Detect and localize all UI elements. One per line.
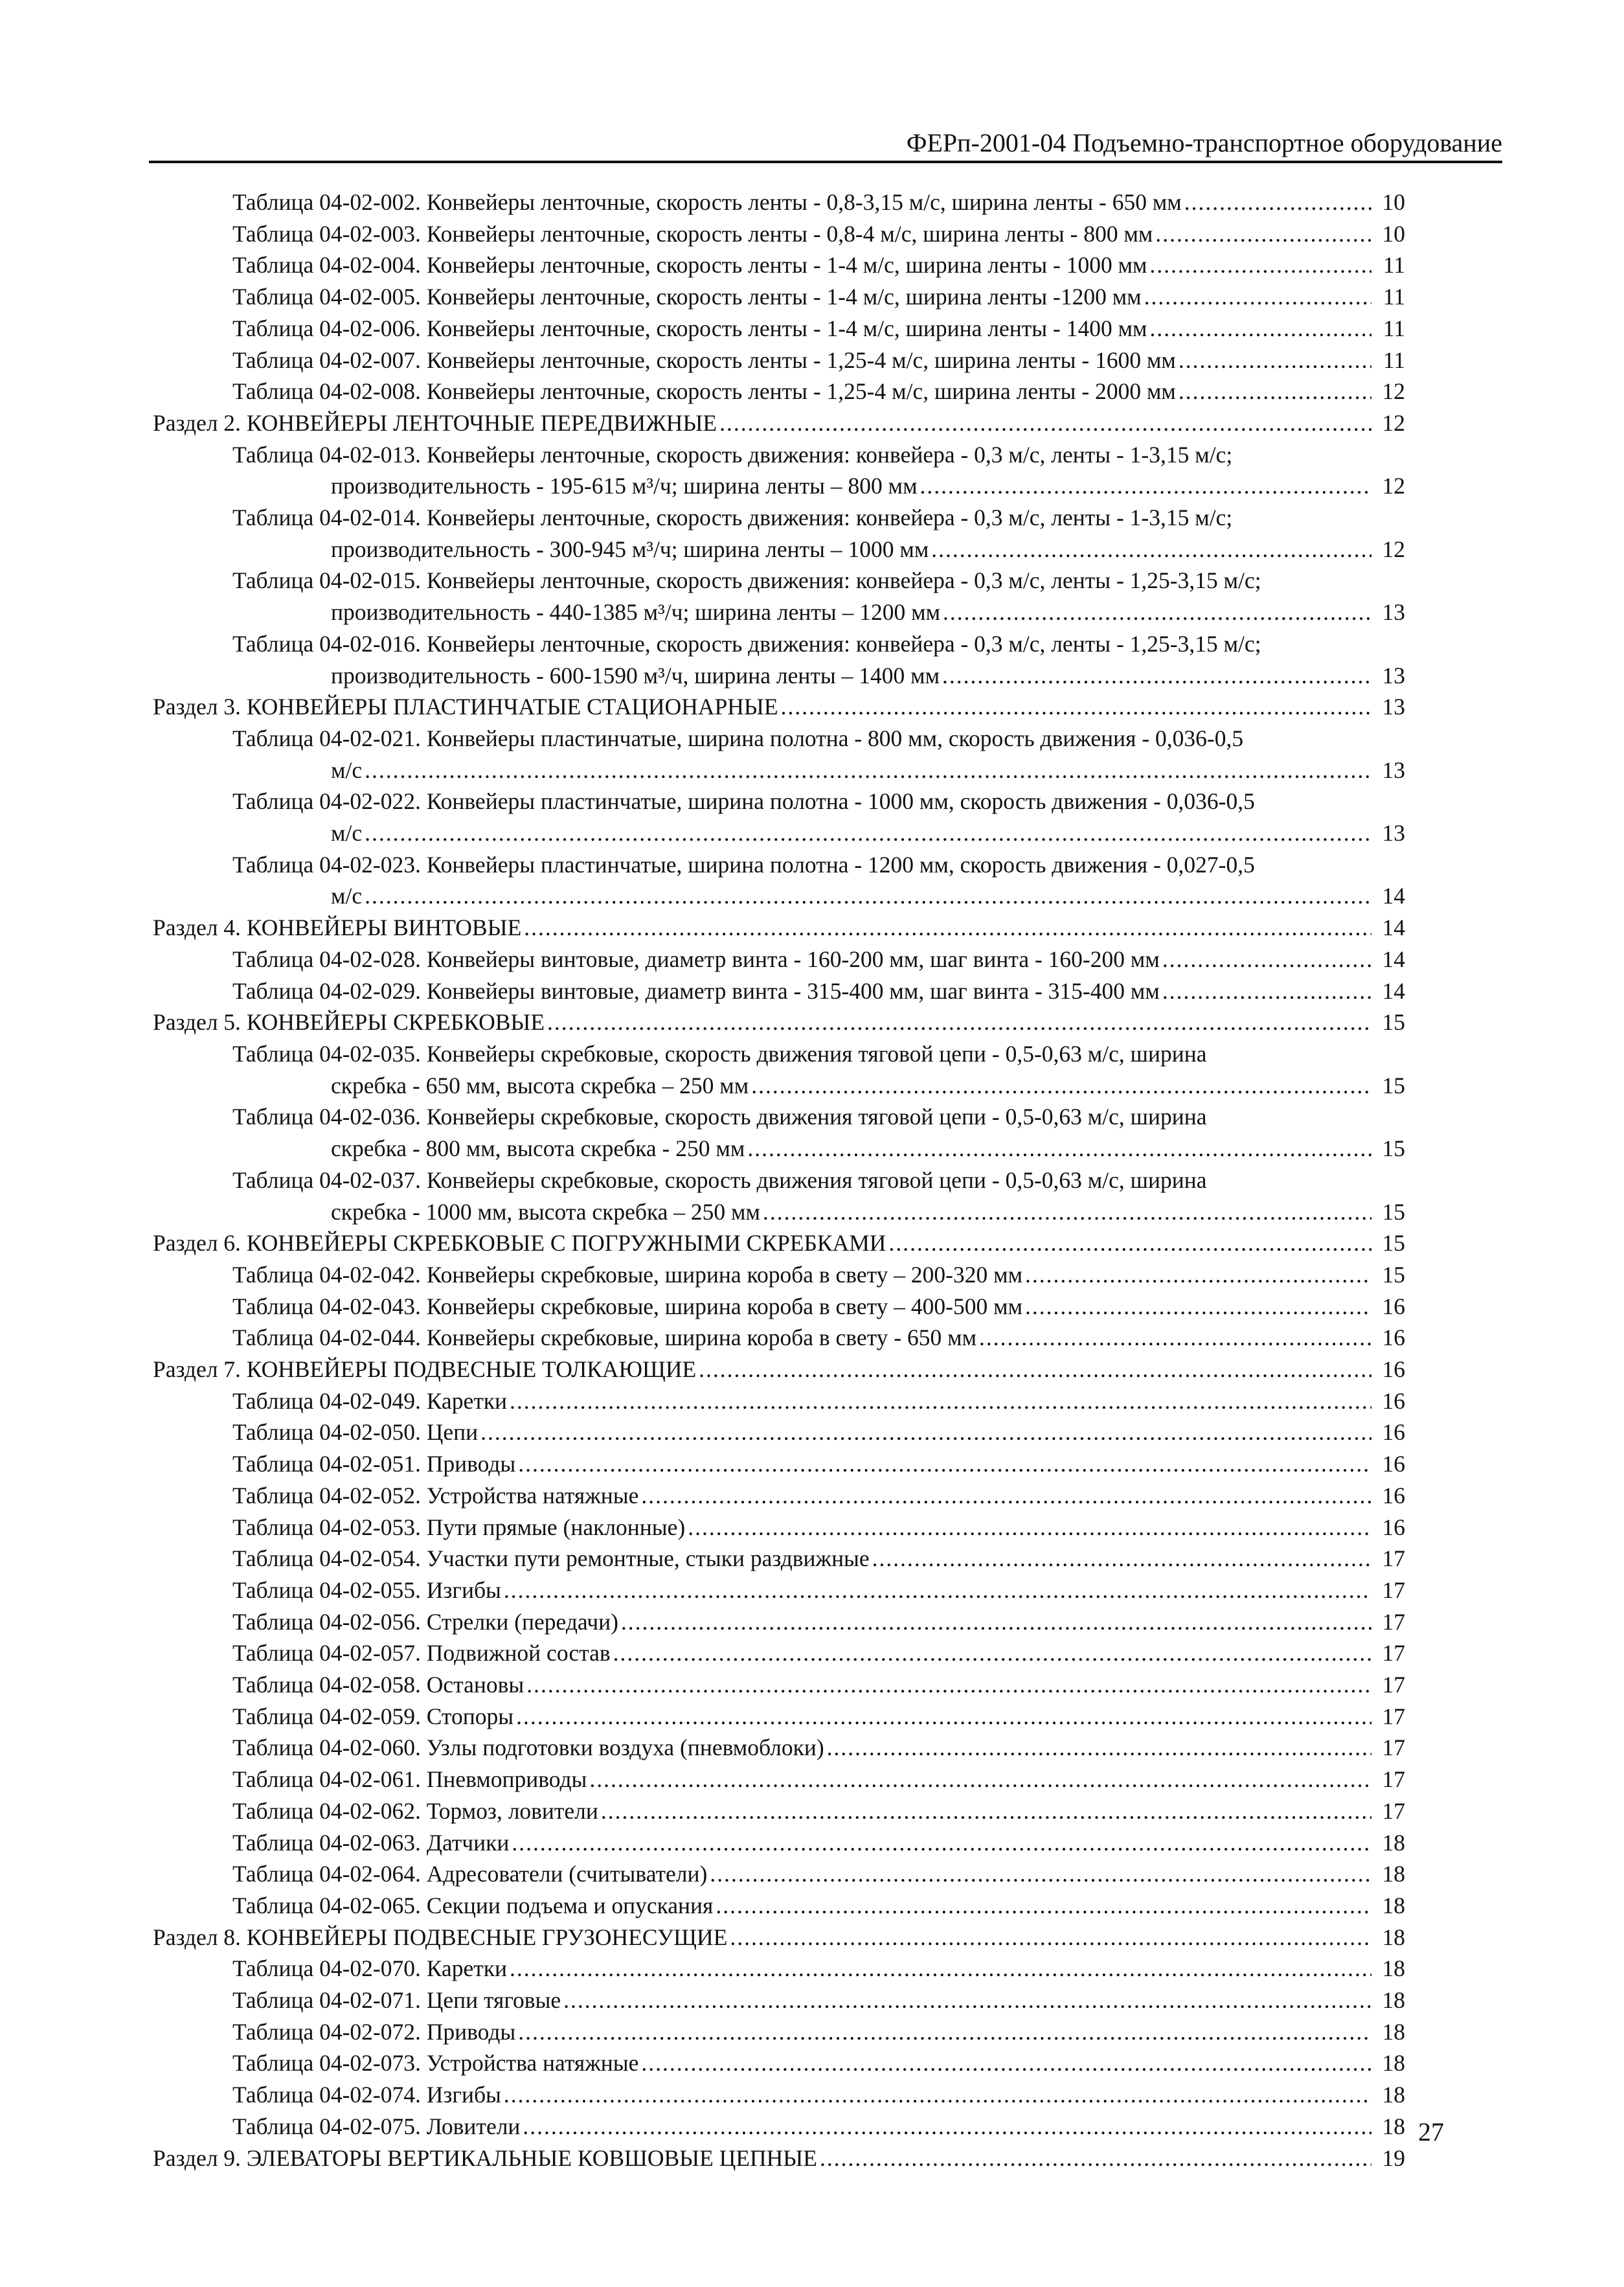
toc-entry-line: Таблица 04-02-023. Конвейеры пластинчатые, ширина полотна - 1200 мм, скорость движения - 0,027-0,5	[232, 851, 1255, 878]
toc-table-entry[interactable]	[232, 1038, 1405, 1101]
toc-entry-title: Раздел 4. КОНВЕЙЕРЫ ВИНТОВЫЕ	[153, 915, 522, 941]
dot-leader	[516, 1701, 1371, 1733]
dot-leader	[1162, 975, 1371, 1007]
dot-leader	[716, 1890, 1371, 1922]
toc-table-entry[interactable]	[232, 1512, 1405, 1543]
toc-page-number: 17	[1382, 1735, 1405, 1761]
dot-leader	[518, 2016, 1371, 2048]
dot-leader	[480, 1417, 1371, 1448]
dot-leader	[820, 2143, 1371, 2174]
toc-table-entry[interactable]	[232, 1259, 1405, 1291]
toc-table-entry[interactable]	[232, 1480, 1405, 1512]
dot-leader	[504, 1575, 1371, 1606]
toc-table-entry[interactable]	[232, 2079, 1405, 2111]
toc-entry-title: Таблица 04-02-002. Конвейеры ленточные, скорость ленты - 0,8-3,15 м/с, ширина ленты - 650 мм	[232, 189, 1182, 215]
toc-table-entry[interactable]	[232, 1385, 1405, 1417]
toc-page-number: 12	[1382, 378, 1405, 405]
toc-entry-title: производительность - 300-945 м³/ч; ширина ленты – 1000 мм	[331, 536, 929, 562]
dot-leader	[510, 1953, 1371, 1985]
toc-page-number: 16	[1382, 1482, 1405, 1508]
toc-page-number: 18	[1382, 1829, 1405, 1856]
toc-entry-line: Таблица 04-02-013. Конвейеры ленточные, скорость движения: конвейера - 0,3 м/с, ленты - 1-3,15 м/с;	[232, 441, 1233, 468]
toc-page-number: 10	[1382, 189, 1405, 215]
toc-entry-title: Таблица 04-02-070. Каретки	[232, 1955, 507, 1982]
dot-leader	[523, 2111, 1371, 2143]
dot-leader	[504, 2079, 1371, 2111]
toc-entry-title: производительность - 195-615 м³/ч; ширина ленты – 800 мм	[331, 473, 918, 499]
toc-page-number: 14	[1382, 883, 1405, 909]
toc-page-number: 13	[1382, 757, 1405, 783]
dot-leader	[641, 2047, 1371, 2079]
toc-entry-title: Раздел 9. ЭЛЕВАТОРЫ ВЕРТИКАЛЬНЫЕ КОВШОВЫЕ ЦЕПНЫЕ	[153, 2145, 817, 2171]
dot-leader	[751, 1070, 1371, 1102]
toc-section-entry[interactable]	[153, 407, 1405, 439]
dot-leader	[888, 1227, 1371, 1259]
dot-leader	[979, 1322, 1371, 1354]
dot-leader	[1144, 281, 1371, 313]
toc-table-entry[interactable]	[232, 1985, 1405, 2016]
dot-leader	[1184, 187, 1371, 218]
toc-page-number: 16	[1382, 1387, 1405, 1414]
toc-page-number: 18	[1382, 2018, 1405, 2045]
dot-leader	[621, 1606, 1371, 1638]
dot-leader	[1179, 376, 1371, 407]
toc-page-number: 17	[1382, 1576, 1405, 1603]
toc-page-number: 11	[1382, 347, 1405, 373]
toc-entry-line: Таблица 04-02-016. Конвейеры ленточные, скорость движения: конвейера - 0,3 м/с, ленты - 1,25-3,15 м/с;	[232, 630, 1261, 657]
toc-page-number: 15	[1382, 1135, 1405, 1162]
toc-section-entry[interactable]	[153, 1227, 1405, 1259]
toc-page-number: 19	[1382, 2145, 1405, 2171]
toc-entry-title: Таблица 04-02-071. Цепи тяговые	[232, 1987, 561, 2014]
toc-section-entry[interactable]	[153, 912, 1405, 944]
toc-entry-title: Таблица 04-02-055. Изгибы	[232, 1576, 501, 1603]
toc-entry-line: Таблица 04-02-037. Конвейеры скребковые, скорость движения тяговой цепи - 0,5-0,63 м/с, ширина	[232, 1166, 1207, 1193]
dot-leader	[1179, 345, 1371, 376]
toc-entry-title: Таблица 04-02-072. Приводы	[232, 2018, 516, 2045]
toc-entry-title: Таблица 04-02-029. Конвейеры винтовые, диаметр винта - 315-400 мм, шаг винта - 315-400 мм	[232, 977, 1160, 1004]
dot-leader	[510, 1385, 1371, 1417]
toc-table-entry[interactable]	[232, 2016, 1405, 2048]
toc-page-number: 17	[1382, 1766, 1405, 1793]
dot-leader	[518, 1448, 1371, 1480]
toc-entry-title: Таблица 04-02-060. Узлы подготовки воздуха (пневмоблоки)	[232, 1735, 824, 1761]
dot-leader	[763, 1196, 1371, 1228]
toc-entry-title: Таблица 04-02-062. Тормоз, ловители	[232, 1797, 598, 1824]
toc-table-entry[interactable]	[232, 1637, 1405, 1669]
dot-leader	[365, 880, 1371, 912]
toc-table-entry[interactable]	[232, 944, 1405, 975]
dot-leader	[747, 1133, 1371, 1165]
dot-leader	[512, 1827, 1371, 1859]
dot-leader	[699, 1354, 1371, 1385]
toc-page-number: 13	[1382, 694, 1405, 720]
toc-table-entry[interactable]	[232, 439, 1405, 502]
toc-table-entry[interactable]	[232, 281, 1405, 313]
toc-table-entry[interactable]	[232, 849, 1405, 912]
toc-entry-title: скребка - 1000 мм, высота скребка – 250 мм	[331, 1198, 760, 1225]
toc-page-number: 17	[1382, 1608, 1405, 1635]
toc-page-number: 15	[1382, 1009, 1405, 1036]
toc-page-number: 15	[1382, 1230, 1405, 1257]
toc-entry-title: Таблица 04-02-065. Секции подъема и опускания	[232, 1892, 714, 1918]
toc-entry-title: производительность - 440-1385 м³/ч; ширина ленты – 1200 мм	[331, 599, 941, 626]
toc-page-number: 15	[1382, 1072, 1405, 1098]
toc-page-number: 14	[1382, 977, 1405, 1004]
toc-entry-title: скребка - 800 мм, высота скребка - 250 мм	[331, 1135, 745, 1162]
toc-table-entry[interactable]	[232, 249, 1405, 281]
toc-page-number: 16	[1382, 1356, 1405, 1383]
toc-table-entry[interactable]	[232, 1575, 1405, 1606]
toc-entry-title: Таблица 04-02-053. Пути прямые (наклонные)	[232, 1514, 686, 1540]
toc-entry-title: Таблица 04-02-050. Цепи	[232, 1419, 479, 1446]
toc-entry-title: скребка - 650 мм, высота скребка – 250 мм	[331, 1072, 749, 1098]
dot-leader	[943, 597, 1371, 628]
dot-leader	[563, 1985, 1371, 2016]
toc-entry-title: Таблица 04-02-042. Конвейеры скребковые, ширина короба в свету – 200-320 мм	[232, 1261, 1023, 1288]
toc-entry-title: Раздел 8. КОНВЕЙЕРЫ ПОДВЕСНЫЕ ГРУЗОНЕСУЩИЕ	[153, 1924, 728, 1950]
dot-leader	[589, 1764, 1371, 1795]
toc-entry-title: м/с	[331, 757, 363, 783]
dot-leader	[641, 1480, 1371, 1512]
toc-table-entry[interactable]	[232, 1669, 1405, 1701]
toc-entry-title: Таблица 04-02-051. Приводы	[232, 1451, 516, 1477]
toc-page-number: 18	[1382, 2113, 1405, 2139]
toc-entry-title: Раздел 2. КОНВЕЙЕРЫ ЛЕНТОЧНЫЕ ПЕРЕДВИЖНЫЕ	[153, 409, 717, 436]
toc-page-number: 15	[1382, 1198, 1405, 1225]
toc-entry-title: Раздел 7. КОНВЕЙЕРЫ ПОДВЕСНЫЕ ТОЛКАЮЩИЕ	[153, 1356, 697, 1383]
toc-table-entry[interactable]	[232, 1543, 1405, 1575]
dot-leader	[365, 817, 1371, 849]
dot-leader	[1162, 944, 1371, 975]
dot-leader	[920, 470, 1371, 502]
toc-table-entry[interactable]	[232, 1732, 1405, 1764]
toc-entry-line: Таблица 04-02-036. Конвейеры скребковые, скорость движения тяговой цепи - 0,5-0,63 м/с, ширина	[232, 1104, 1207, 1130]
toc-entry-line: Таблица 04-02-035. Конвейеры скребковые, скорость движения тяговой цепи - 0,5-0,63 м/с, ширина	[232, 1040, 1207, 1067]
toc-entry-title: Таблица 04-02-006. Конвейеры ленточные, скорость ленты - 1-4 м/с, ширина ленты - 1400 мм	[232, 315, 1147, 341]
toc-entry-title: м/с	[331, 820, 363, 847]
toc-page-number: 17	[1382, 1640, 1405, 1667]
toc-table-entry[interactable]	[232, 1764, 1405, 1795]
toc-table-entry[interactable]	[232, 187, 1405, 218]
dot-leader	[601, 1795, 1371, 1827]
toc-page-number: 13	[1382, 662, 1405, 688]
toc-table-entry[interactable]	[232, 1322, 1405, 1354]
toc-entry-title: Раздел 6. КОНВЕЙЕРЫ СКРЕБКОВЫЕ С ПОГРУЖНЫМИ СКРЕБКАМИ	[153, 1230, 886, 1257]
toc-page-number: 17	[1382, 1797, 1405, 1824]
toc-page-number: 12	[1382, 409, 1405, 436]
toc-entry-title: Таблица 04-02-008. Конвейеры ленточные, скорость ленты - 1,25-4 м/с, ширина ленты - 2000 мм	[232, 378, 1176, 405]
toc-table-entry[interactable]	[232, 1448, 1405, 1480]
dot-leader	[827, 1732, 1371, 1764]
toc-page-number: 17	[1382, 1703, 1405, 1729]
toc-page-number: 16	[1382, 1325, 1405, 1351]
dot-leader	[547, 1007, 1371, 1038]
toc-page-number: 11	[1382, 315, 1405, 341]
toc-page-number: 16	[1382, 1514, 1405, 1540]
dot-leader	[730, 1922, 1371, 1953]
toc-page-number: 11	[1382, 252, 1405, 279]
toc-table-entry[interactable]	[232, 628, 1405, 691]
toc-section-entry[interactable]	[153, 1922, 1405, 1953]
toc-section-entry[interactable]	[153, 2143, 1405, 2174]
toc-entry-title: Таблица 04-02-003. Конвейеры ленточные, скорость ленты - 0,8-4 м/с, ширина ленты - 800 мм	[232, 220, 1153, 247]
toc-table-entry[interactable]	[232, 218, 1405, 250]
toc-page-number: 10	[1382, 220, 1405, 247]
toc-section-entry[interactable]	[153, 1007, 1405, 1038]
toc-entry-title: Таблица 04-02-059. Стопоры	[232, 1703, 514, 1729]
toc-entry-line: Таблица 04-02-021. Конвейеры пластинчатые, ширина полотна - 800 мм, скорость движения - 0,036-0,5	[232, 725, 1244, 751]
dot-leader	[719, 407, 1371, 439]
toc-page-number: 17	[1382, 1672, 1405, 1698]
toc-table-entry[interactable]	[232, 1953, 1405, 1985]
toc-table-entry[interactable]	[232, 313, 1405, 345]
dot-leader	[931, 534, 1371, 565]
toc-section-entry[interactable]	[153, 691, 1405, 723]
toc-table-entry[interactable]	[232, 1701, 1405, 1733]
toc-entry-title: Таблица 04-02-064. Адресователи (считыватели)	[232, 1861, 708, 1887]
toc-table-entry[interactable]	[232, 1858, 1405, 1890]
dot-leader	[688, 1512, 1371, 1543]
dot-leader	[1025, 1291, 1371, 1323]
toc-entry-title: Раздел 3. КОНВЕЙЕРЫ ПЛАСТИНЧАТЫЕ СТАЦИОНАРНЫЕ	[153, 694, 778, 720]
toc-page-number: 12	[1382, 473, 1405, 499]
toc-entry-title: Таблица 04-02-073. Устройства натяжные	[232, 2050, 639, 2077]
dot-leader	[710, 1858, 1371, 1890]
toc-table-entry[interactable]	[232, 2047, 1405, 2079]
toc-page-number: 11	[1382, 284, 1405, 310]
toc-table-entry[interactable]	[232, 1165, 1405, 1227]
toc-entry-title: Таблица 04-02-043. Конвейеры скребковые, ширина короба в свету – 400-500 мм	[232, 1293, 1023, 1319]
toc-entry-title: Таблица 04-02-004. Конвейеры ленточные, скорость ленты - 1-4 м/с, ширина ленты - 1000 мм	[232, 252, 1147, 279]
dot-leader	[365, 755, 1371, 786]
toc-entry-line: Таблица 04-02-015. Конвейеры ленточные, скорость движения: конвейера - 0,3 м/с, ленты - 1,25-3,15 м/с;	[232, 567, 1261, 594]
toc-table-entry[interactable]	[232, 1417, 1405, 1448]
toc-table-entry[interactable]	[232, 345, 1405, 376]
dot-leader	[524, 912, 1371, 944]
toc-entry-line: Таблица 04-02-022. Конвейеры пластинчатые, ширина полотна - 1000 мм, скорость движения - 0,036-0,5	[232, 788, 1255, 815]
dot-leader	[613, 1637, 1371, 1669]
toc-table-entry[interactable]	[232, 2111, 1405, 2143]
toc-entry-line: Таблица 04-02-014. Конвейеры ленточные, скорость движения: конвейера - 0,3 м/с, ленты - 1-3,15 м/с;	[232, 505, 1233, 531]
toc-entry-title: Таблица 04-02-063. Датчики	[232, 1829, 510, 1856]
dot-leader	[1025, 1259, 1371, 1291]
toc-table-entry[interactable]	[232, 1827, 1405, 1859]
toc-page-number: 18	[1382, 1987, 1405, 2014]
toc-entry-title: Таблица 04-02-057. Подвижной состав	[232, 1640, 611, 1667]
toc-entry-title: Таблица 04-02-049. Каретки	[232, 1387, 507, 1414]
toc-entry-title: Таблица 04-02-056. Стрелки (передачи)	[232, 1608, 618, 1635]
toc-page-number: 18	[1382, 2082, 1405, 2108]
toc-entry-title: производительность - 600-1590 м³/ч, ширина ленты – 1400 мм	[331, 662, 940, 688]
toc-page-number: 16	[1382, 1293, 1405, 1319]
toc-entry-title: Таблица 04-02-058. Остановы	[232, 1672, 524, 1698]
toc-entry-title: Таблица 04-02-044. Конвейеры скребковые, ширина короба в свету - 650 мм	[232, 1325, 977, 1351]
dot-leader	[526, 1669, 1371, 1701]
dot-leader	[1150, 249, 1371, 281]
toc-page-number: 17	[1382, 1545, 1405, 1572]
toc-entry-title: Таблица 04-02-074. Изгибы	[232, 2082, 501, 2108]
toc-table-entry[interactable]	[232, 723, 1405, 786]
dot-leader	[1150, 313, 1371, 345]
toc-table-entry[interactable]	[232, 786, 1405, 848]
toc-entry-title: Раздел 5. КОНВЕЙЕРЫ СКРЕБКОВЫЕ	[153, 1009, 545, 1036]
toc-entry-title: Таблица 04-02-054. Участки пути ремонтные, стыки раздвижные	[232, 1545, 870, 1572]
toc-page-number: 13	[1382, 820, 1405, 847]
toc-page-number: 16	[1382, 1419, 1405, 1446]
toc-table-entry[interactable]	[232, 376, 1405, 407]
dot-leader	[1155, 218, 1371, 250]
toc-page-number: 18	[1382, 1861, 1405, 1887]
toc-page-number: 15	[1382, 1261, 1405, 1288]
toc-table-entry[interactable]	[232, 1890, 1405, 1922]
page-number: 27	[1418, 2117, 1444, 2146]
toc-page-number: 14	[1382, 946, 1405, 972]
toc-entry-title: Таблица 04-02-028. Конвейеры винтовые, диаметр винта - 160-200 мм, шаг винта - 160-200 мм	[232, 946, 1160, 972]
toc-entry-title: Таблица 04-02-052. Устройства натяжные	[232, 1482, 639, 1508]
dot-leader	[781, 691, 1371, 723]
toc-entry-title: Таблица 04-02-061. Пневмоприводы	[232, 1766, 587, 1793]
toc-table-entry[interactable]	[232, 565, 1405, 628]
toc-table-entry[interactable]	[232, 1291, 1405, 1323]
toc-page-number: 16	[1382, 1451, 1405, 1477]
toc-entry-title: Таблица 04-02-007. Конвейеры ленточные, скорость ленты - 1,25-4 м/с, ширина ленты - 1600 мм	[232, 347, 1176, 373]
toc-page-number: 18	[1382, 1924, 1405, 1950]
toc-page-number: 18	[1382, 1955, 1405, 1982]
toc-page-number: 18	[1382, 1892, 1405, 1918]
toc-section-entry[interactable]	[153, 1354, 1405, 1385]
dot-leader	[872, 1543, 1371, 1575]
toc-page-number: 12	[1382, 536, 1405, 562]
toc-table-entry[interactable]	[232, 1101, 1405, 1164]
toc-table-entry[interactable]	[232, 975, 1405, 1007]
toc-page-number: 18	[1382, 2050, 1405, 2077]
toc-table-entry[interactable]	[232, 1606, 1405, 1638]
toc-table-entry[interactable]	[232, 502, 1405, 565]
page-header-title: ФЕРп-2001-04 Подъемно-транспортное оборудование	[149, 127, 1502, 163]
toc-table-entry[interactable]	[232, 1795, 1405, 1827]
toc-page-number: 13	[1382, 599, 1405, 626]
toc-entry-title: Таблица 04-02-005. Конвейеры ленточные, скорость ленты - 1-4 м/с, ширина ленты -1200 мм	[232, 284, 1142, 310]
toc-page-number: 14	[1382, 915, 1405, 941]
toc-entry-title: Таблица 04-02-075. Ловители	[232, 2113, 521, 2139]
toc-entry-title: м/с	[331, 883, 363, 909]
dot-leader	[942, 660, 1371, 692]
table-of-contents	[0, 187, 1624, 2174]
